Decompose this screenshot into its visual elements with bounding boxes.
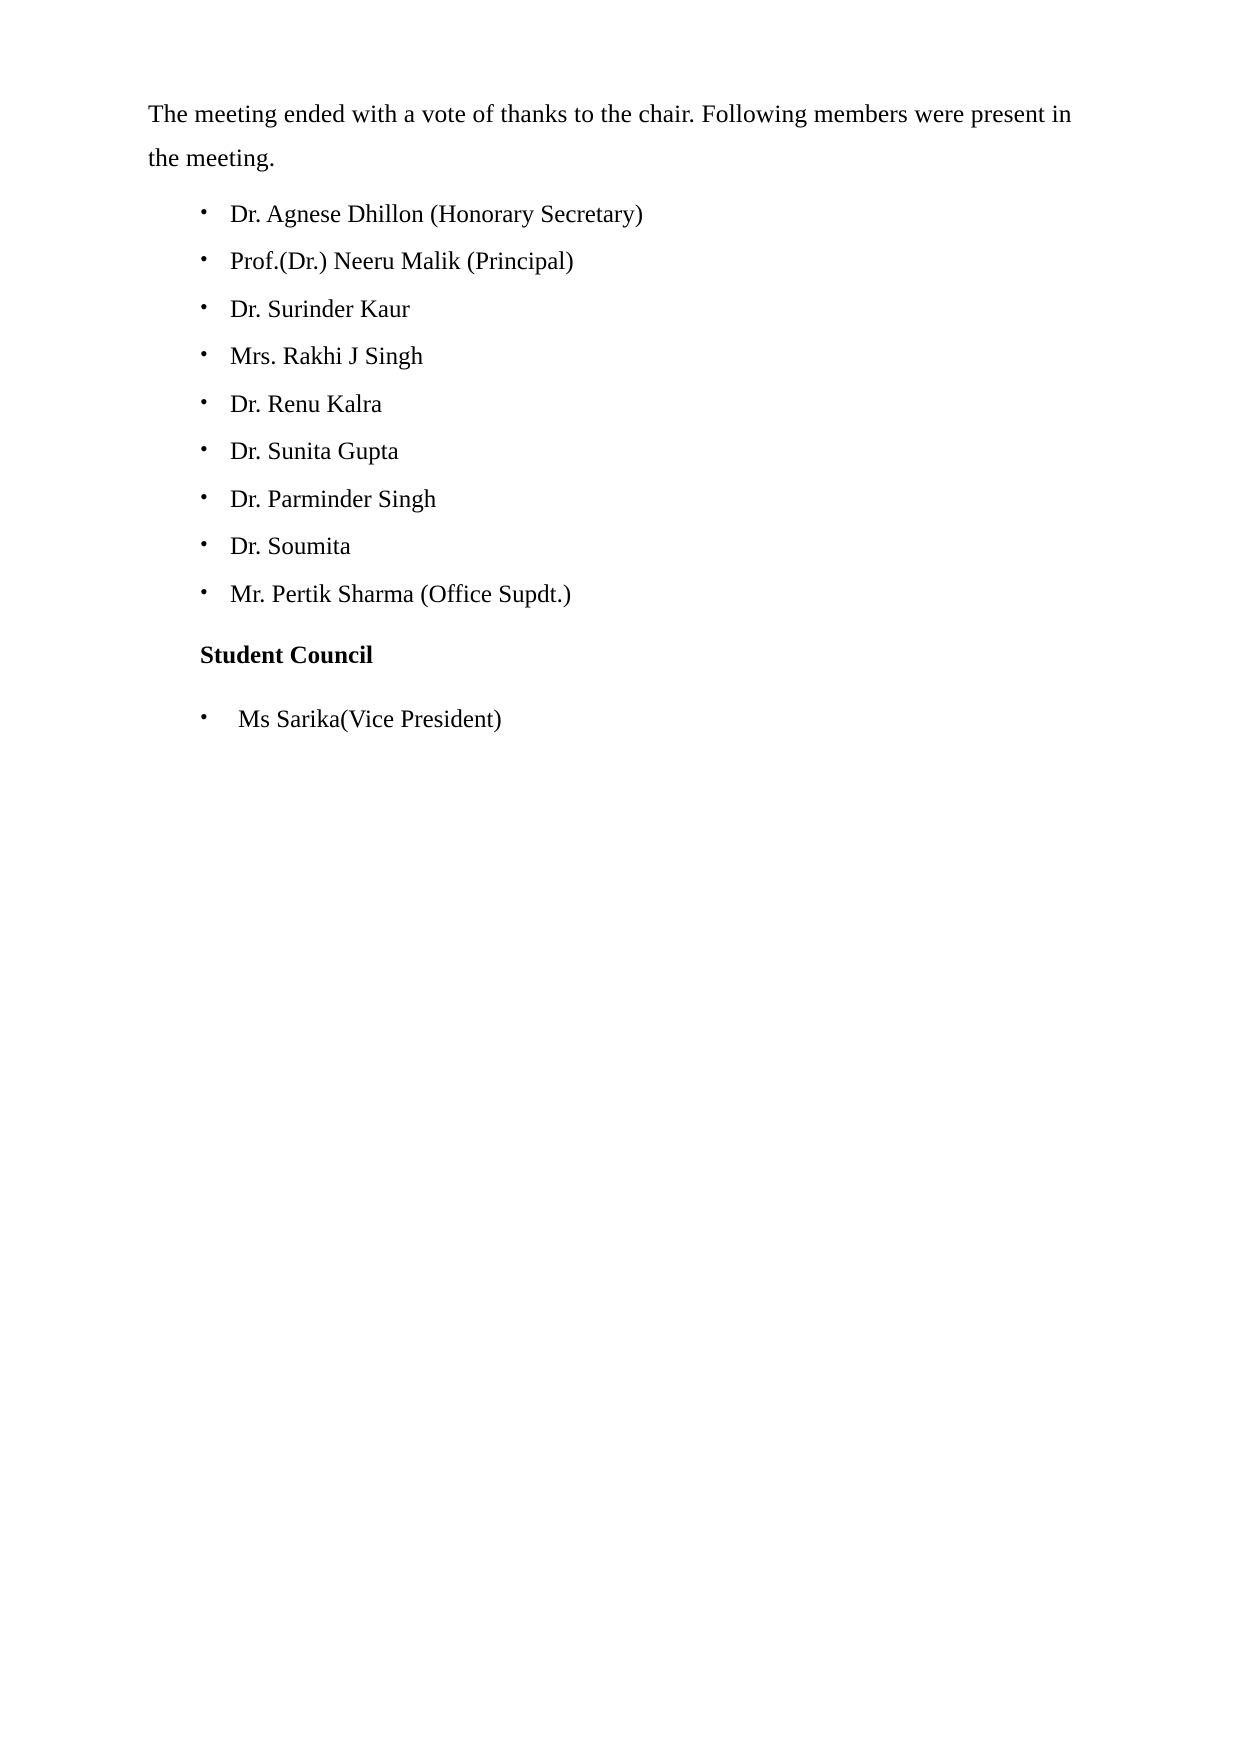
list-item-label: Dr. Soumita [230, 533, 351, 561]
list-item [148, 703, 1100, 733]
list-item-label: Mrs. Rakhi J Singh [230, 343, 424, 371]
bullet-icon: • [200, 531, 208, 557]
bullet-icon: • [200, 483, 208, 509]
list-item-label: Dr. Surinder Kaur [230, 295, 410, 323]
list-item-label: Dr. Sunita Gupta [230, 438, 399, 466]
list-item-label: Dr. Parminder Singh [230, 485, 437, 513]
student-council-heading: Student Council [200, 641, 373, 669]
intro-paragraph: The meeting ended with a vote of thanks to the chair. Following members were present in the meeting. [148, 99, 1072, 172]
list-item [148, 531, 1100, 561]
bullet-icon: • [200, 578, 208, 604]
list-item-label: Mr. Pertik Sharma (Office Supdt.) [230, 580, 572, 608]
list-item [148, 483, 1100, 513]
list-item [148, 246, 1100, 276]
bullet-icon: • [200, 436, 208, 462]
list-item-label: Prof.(Dr.) Neeru Malik (Principal) [230, 248, 574, 276]
list-item [148, 293, 1100, 323]
bullet-icon: • [200, 293, 208, 319]
bullet-icon: • [200, 198, 208, 224]
list-item [148, 578, 1100, 608]
list-item [148, 341, 1100, 371]
list-item-label: Dr. Renu Kalra [230, 390, 383, 418]
list-item [148, 388, 1100, 418]
list-item-label: Dr. Agnese Dhillon (Honorary Secretary) [230, 200, 644, 228]
bullet-icon: • [200, 246, 208, 272]
student-council-list [148, 703, 1100, 733]
list-item [148, 436, 1100, 466]
list-item-label: Ms Sarika(Vice President) [238, 705, 502, 733]
bullet-icon: • [200, 341, 208, 367]
members-present-list [148, 198, 1100, 608]
bullet-icon: • [200, 703, 208, 729]
list-item [148, 198, 1100, 228]
bullet-icon: • [200, 388, 208, 414]
